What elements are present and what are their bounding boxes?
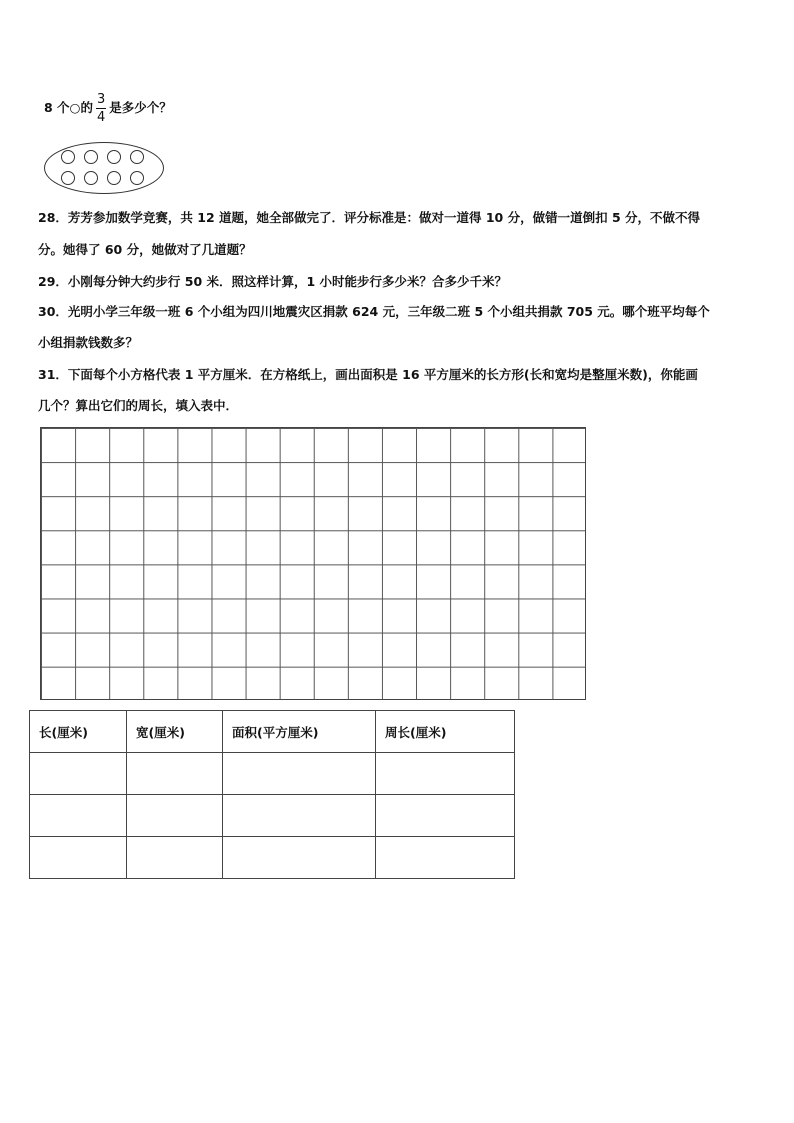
table-cell[interactable] xyxy=(127,837,223,879)
table-cell[interactable] xyxy=(127,795,223,837)
q30-line1: 30．光明小学三年级一班 6 个小组为四川地震灾区捐款 624 元，三年级二班 5 个小组共捐款 705 元。哪个班平均每个 xyxy=(38,304,710,319)
q27-prefix: 8 个○的 xyxy=(44,100,93,115)
q28-line2: 分。她得了 60 分，她做对了几道题？ xyxy=(38,242,252,257)
circle-icon xyxy=(84,171,98,185)
circle-icon xyxy=(107,171,121,185)
circles-oval xyxy=(44,142,164,194)
circle-icon xyxy=(130,150,144,164)
square-grid-paper xyxy=(40,427,586,700)
q27-text xyxy=(44,93,172,124)
circle-icon xyxy=(61,171,75,185)
table-header-row xyxy=(30,711,515,753)
table-cell[interactable] xyxy=(223,795,376,837)
table-cell[interactable] xyxy=(223,837,376,879)
q30-line2: 小组捐款钱数多？ xyxy=(38,335,139,350)
table-row xyxy=(30,837,515,879)
table-row xyxy=(30,795,515,837)
header-length: 长(厘米) xyxy=(30,711,127,753)
table-cell[interactable] xyxy=(376,795,515,837)
table-cell[interactable] xyxy=(376,837,515,879)
fraction-denominator: 4 xyxy=(96,110,106,125)
q27-fraction xyxy=(96,93,106,124)
answer-table xyxy=(29,710,515,879)
header-perimeter: 周长(厘米) xyxy=(376,711,515,753)
header-width: 宽(厘米) xyxy=(127,711,223,753)
table-cell[interactable] xyxy=(30,753,127,795)
q27-suffix: 是多少个？ xyxy=(109,100,172,115)
header-area: 面积(平方厘米) xyxy=(223,711,376,753)
table-cell[interactable] xyxy=(223,753,376,795)
table-row xyxy=(30,753,515,795)
table-cell[interactable] xyxy=(127,753,223,795)
circle-icon xyxy=(130,171,144,185)
circle-icon xyxy=(61,150,75,164)
q29-line1: 29．小刚每分钟大约步行 50 米．照这样计算，1 小时能步行多少米？合多少千米？ xyxy=(38,274,508,289)
q31-line1: 31．下面每个小方格代表 1 平方厘米．在方格纸上，画出面积是 16 平方厘米的长方形(长和宽均是整厘米数)，你能画 xyxy=(38,367,698,382)
table-cell[interactable] xyxy=(376,753,515,795)
table-cell[interactable] xyxy=(30,837,127,879)
q31-line2: 几个？算出它们的周长，填入表中． xyxy=(38,398,239,413)
fraction-numerator: 3 xyxy=(96,92,106,107)
circle-icon xyxy=(84,150,98,164)
table-cell[interactable] xyxy=(30,795,127,837)
q28-line1: 28．芳芳参加数学竞赛，共 12 道题，她全部做完了．评分标准是：做对一道得 10 分，做错一道倒扣 5 分，不做不得 xyxy=(38,210,700,225)
circle-icon xyxy=(107,150,121,164)
